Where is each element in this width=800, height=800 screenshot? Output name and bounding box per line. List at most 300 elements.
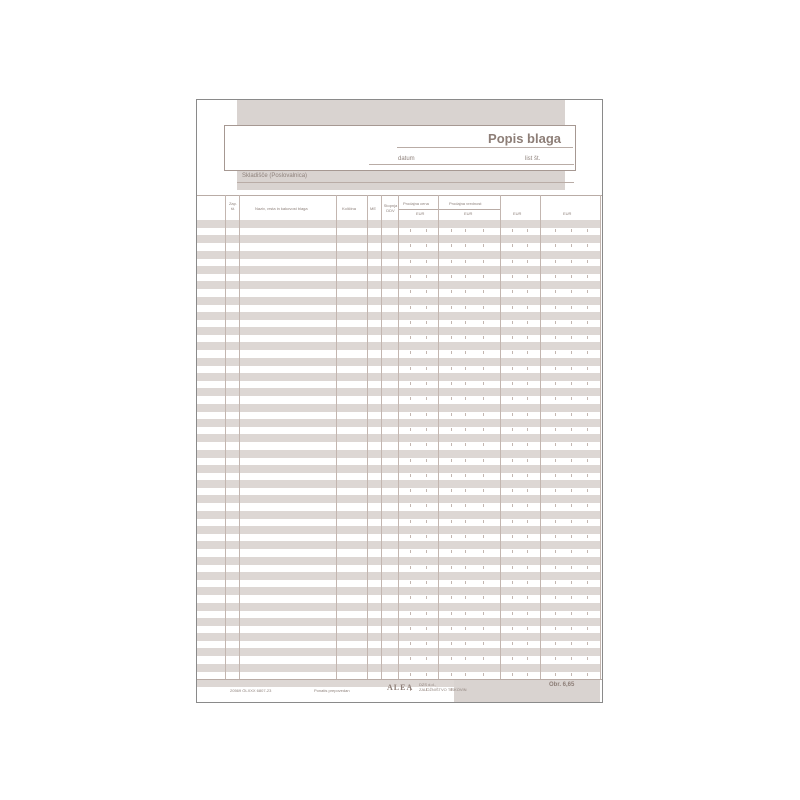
column-divider <box>336 195 337 679</box>
cell-tick <box>483 260 484 263</box>
column-divider <box>540 195 541 679</box>
cell-tick <box>571 336 572 339</box>
cell-tick <box>410 535 411 538</box>
cell-tick <box>512 550 513 553</box>
cell-tick <box>483 504 484 507</box>
cell-tick <box>410 336 411 339</box>
cell-tick <box>483 596 484 599</box>
cell-tick <box>451 673 452 676</box>
cell-tick <box>587 413 588 416</box>
cell-tick <box>410 566 411 569</box>
cell-tick <box>426 229 427 232</box>
cell-tick <box>555 229 556 232</box>
cell-tick <box>512 275 513 278</box>
cell-tick <box>555 657 556 660</box>
cell-tick <box>410 520 411 523</box>
cell-tick <box>527 596 528 599</box>
cell-tick <box>512 535 513 538</box>
cell-tick <box>512 489 513 492</box>
cell-tick <box>555 520 556 523</box>
cell-tick <box>571 627 572 630</box>
cell-tick <box>426 428 427 431</box>
cell-tick <box>512 244 513 247</box>
cell-tick <box>465 566 466 569</box>
cell-tick <box>451 566 452 569</box>
cell-tick <box>512 306 513 309</box>
footer-publisher-line-1: DZS d.d., <box>419 682 436 687</box>
cell-tick <box>426 581 427 584</box>
cell-tick <box>426 550 427 553</box>
cell-tick <box>555 397 556 400</box>
cell-tick <box>587 397 588 400</box>
cell-tick <box>527 413 528 416</box>
cell-tick <box>555 306 556 309</box>
cell-tick <box>426 351 427 354</box>
cell-tick <box>483 336 484 339</box>
cell-tick <box>555 382 556 385</box>
cell-tick <box>587 627 588 630</box>
cell-tick <box>587 229 588 232</box>
cell-tick <box>527 459 528 462</box>
cell-tick <box>483 306 484 309</box>
cell-tick <box>512 336 513 339</box>
column-divider <box>398 195 399 679</box>
cell-tick <box>555 351 556 354</box>
cell-tick <box>483 459 484 462</box>
cell-tick <box>465 550 466 553</box>
cell-tick <box>555 244 556 247</box>
cell-tick <box>426 306 427 309</box>
cell-tick <box>571 612 572 615</box>
cell-tick <box>512 520 513 523</box>
cell-tick <box>410 413 411 416</box>
cell-tick <box>465 260 466 263</box>
cell-tick <box>451 397 452 400</box>
cell-tick <box>483 673 484 676</box>
cell-tick <box>527 520 528 523</box>
cell-tick <box>512 581 513 584</box>
cell-tick <box>465 351 466 354</box>
cell-tick <box>451 321 452 324</box>
cell-tick <box>587 550 588 553</box>
cell-tick <box>571 382 572 385</box>
cell-tick <box>571 260 572 263</box>
cell-tick <box>451 367 452 370</box>
cell-tick <box>465 290 466 293</box>
cell-tick <box>483 382 484 385</box>
inventory-table <box>197 195 602 682</box>
cell-tick <box>465 367 466 370</box>
cell-tick <box>483 489 484 492</box>
cell-tick <box>451 504 452 507</box>
cell-tick <box>465 673 466 676</box>
cell-tick <box>587 336 588 339</box>
header-goods-name: Naziv, vrsta in kakovost blaga <box>255 206 308 211</box>
header-serial-number: Zap. št. <box>228 201 237 211</box>
cell-tick <box>483 474 484 477</box>
cell-tick <box>571 443 572 446</box>
cell-tick <box>465 612 466 615</box>
cell-tick <box>483 244 484 247</box>
cell-tick <box>571 673 572 676</box>
cell-tick <box>410 474 411 477</box>
warehouse-label: Skladišče (Poslovalnica) <box>242 173 308 179</box>
cell-tick <box>527 657 528 660</box>
cell-tick <box>451 612 452 615</box>
cell-tick <box>587 351 588 354</box>
cell-tick <box>571 428 572 431</box>
cell-tick <box>483 657 484 660</box>
cell-tick <box>512 673 513 676</box>
cell-tick <box>426 336 427 339</box>
cell-tick <box>410 367 411 370</box>
cell-tick <box>451 244 452 247</box>
cell-tick <box>410 351 411 354</box>
cell-tick <box>410 306 411 309</box>
cell-tick <box>426 260 427 263</box>
cell-tick <box>483 612 484 615</box>
cell-tick <box>587 612 588 615</box>
cell-tick <box>512 397 513 400</box>
cell-tick <box>512 459 513 462</box>
cell-tick <box>451 229 452 232</box>
footer-reprint-note: Ponatis prepovedan <box>314 688 350 693</box>
cell-tick <box>451 275 452 278</box>
cell-tick <box>483 367 484 370</box>
cell-tick <box>451 351 452 354</box>
cell-tick <box>410 489 411 492</box>
cell-tick <box>451 627 452 630</box>
cell-tick <box>512 229 513 232</box>
cell-tick <box>587 290 588 293</box>
cell-tick <box>527 535 528 538</box>
cell-tick <box>426 596 427 599</box>
header-quantity: Količina <box>342 206 357 211</box>
date-rule <box>369 164 574 165</box>
cell-tick <box>555 566 556 569</box>
cell-tick <box>465 336 466 339</box>
cell-tick <box>483 550 484 553</box>
cell-tick <box>571 642 572 645</box>
cell-tick <box>465 275 466 278</box>
cell-tick <box>555 367 556 370</box>
cell-tick <box>465 504 466 507</box>
cell-tick <box>465 413 466 416</box>
cell-tick <box>483 566 484 569</box>
cell-tick <box>571 550 572 553</box>
cell-tick <box>587 367 588 370</box>
cell-tick <box>512 290 513 293</box>
cell-tick <box>426 244 427 247</box>
cell-tick <box>410 382 411 385</box>
cell-tick <box>527 351 528 354</box>
cell-tick <box>426 520 427 523</box>
cell-tick <box>555 428 556 431</box>
cell-tick <box>571 489 572 492</box>
cell-tick <box>465 459 466 462</box>
cell-tick <box>571 275 572 278</box>
cell-tick <box>512 642 513 645</box>
cell-tick <box>571 535 572 538</box>
header-retail-price: Prodajna cena <box>403 201 429 206</box>
cell-tick <box>426 504 427 507</box>
cell-tick <box>587 428 588 431</box>
cell-tick <box>451 489 452 492</box>
cell-tick <box>587 642 588 645</box>
header-currency-col3: EUR <box>513 211 522 216</box>
cell-tick <box>587 504 588 507</box>
column-divider <box>381 195 382 679</box>
footer-product-code: 20569 ÖLXXX 6807-23 <box>230 688 272 693</box>
cell-tick <box>451 535 452 538</box>
cell-tick <box>555 260 556 263</box>
cell-tick <box>571 244 572 247</box>
cell-tick <box>571 397 572 400</box>
cell-tick <box>465 581 466 584</box>
column-divider <box>239 195 240 679</box>
cell-tick <box>555 459 556 462</box>
cell-tick <box>410 504 411 507</box>
cell-tick <box>587 489 588 492</box>
cell-tick <box>527 397 528 400</box>
table-body <box>197 219 602 677</box>
cell-tick <box>555 474 556 477</box>
cell-tick <box>426 489 427 492</box>
cell-tick <box>527 428 528 431</box>
cell-tick <box>410 459 411 462</box>
cell-tick <box>512 428 513 431</box>
date-label: datum <box>398 156 415 162</box>
cell-tick <box>571 351 572 354</box>
cell-tick <box>426 443 427 446</box>
cell-tick <box>410 397 411 400</box>
cell-tick <box>587 275 588 278</box>
cell-tick <box>555 275 556 278</box>
cell-tick <box>571 566 572 569</box>
cell-tick <box>527 474 528 477</box>
cell-tick <box>451 474 452 477</box>
footer-form-code: Obr. 6,65 <box>549 682 575 688</box>
cell-tick <box>410 627 411 630</box>
cell-tick <box>465 535 466 538</box>
cell-tick <box>451 443 452 446</box>
cell-tick <box>426 367 427 370</box>
cell-tick <box>465 306 466 309</box>
cell-tick <box>426 642 427 645</box>
cell-tick <box>465 627 466 630</box>
cell-tick <box>571 290 572 293</box>
cell-tick <box>451 581 452 584</box>
cell-tick <box>512 443 513 446</box>
cell-tick <box>410 260 411 263</box>
cell-tick <box>527 489 528 492</box>
cell-tick <box>587 520 588 523</box>
cell-tick <box>426 474 427 477</box>
cell-tick <box>527 673 528 676</box>
cell-tick <box>587 596 588 599</box>
cell-tick <box>527 367 528 370</box>
cell-tick <box>555 535 556 538</box>
cell-tick <box>527 382 528 385</box>
cell-tick <box>527 290 528 293</box>
cell-tick <box>527 581 528 584</box>
cell-tick <box>571 306 572 309</box>
cell-tick <box>451 413 452 416</box>
header-currency-value: EUR <box>464 211 473 216</box>
cell-tick <box>527 260 528 263</box>
cell-tick <box>571 229 572 232</box>
cell-tick <box>451 290 452 293</box>
warehouse-rule <box>237 182 574 183</box>
cell-tick <box>512 413 513 416</box>
cell-tick <box>410 581 411 584</box>
cell-tick <box>512 612 513 615</box>
cell-tick <box>410 657 411 660</box>
cell-tick <box>527 306 528 309</box>
cell-tick <box>410 596 411 599</box>
cell-tick <box>410 275 411 278</box>
cell-tick <box>571 367 572 370</box>
cell-tick <box>571 504 572 507</box>
cell-tick <box>571 321 572 324</box>
cell-tick <box>465 474 466 477</box>
cell-tick <box>410 642 411 645</box>
cell-tick <box>555 489 556 492</box>
cell-tick <box>555 596 556 599</box>
cell-tick <box>465 596 466 599</box>
table-top-rule <box>197 195 602 196</box>
cell-tick <box>512 566 513 569</box>
footer-band <box>454 680 600 702</box>
cell-tick <box>451 657 452 660</box>
cell-tick <box>483 520 484 523</box>
cell-tick <box>410 229 411 232</box>
cell-tick <box>512 474 513 477</box>
cell-tick <box>483 428 484 431</box>
cell-tick <box>555 581 556 584</box>
column-divider <box>438 195 439 679</box>
cell-tick <box>587 443 588 446</box>
form-title: Popis blaga <box>488 131 561 146</box>
column-divider <box>500 195 501 679</box>
cell-tick <box>451 428 452 431</box>
footer-publisher-line-2: ZALOŽNIŠTVO TISKOVIN <box>419 687 467 692</box>
column-divider <box>225 195 226 679</box>
cell-tick <box>512 657 513 660</box>
cell-tick <box>483 443 484 446</box>
cell-tick <box>465 382 466 385</box>
cell-tick <box>451 382 452 385</box>
cell-tick <box>512 382 513 385</box>
cell-tick <box>451 336 452 339</box>
cell-tick <box>483 275 484 278</box>
cell-tick <box>451 306 452 309</box>
cell-tick <box>426 413 427 416</box>
cell-tick <box>512 504 513 507</box>
cell-tick <box>426 290 427 293</box>
cell-tick <box>512 596 513 599</box>
header-sub-rule-1 <box>398 209 500 210</box>
cell-tick <box>483 627 484 630</box>
header-currency-price: EUR <box>416 211 425 216</box>
cell-tick <box>587 535 588 538</box>
cell-tick <box>512 367 513 370</box>
cell-tick <box>451 520 452 523</box>
cell-tick <box>465 397 466 400</box>
cell-tick <box>587 382 588 385</box>
cell-tick <box>426 535 427 538</box>
cell-tick <box>465 229 466 232</box>
cell-tick <box>483 229 484 232</box>
cell-tick <box>426 673 427 676</box>
cell-tick <box>483 321 484 324</box>
cell-tick <box>451 642 452 645</box>
cell-tick <box>426 382 427 385</box>
sheet-number-label: list št. <box>525 156 541 162</box>
cell-tick <box>426 459 427 462</box>
header-vat-rate: Stopnja DDV <box>383 203 398 213</box>
cell-tick <box>527 612 528 615</box>
header-retail-value: Prodajna vrednost <box>449 201 482 206</box>
inventory-form-sheet <box>196 99 603 703</box>
cell-tick <box>527 550 528 553</box>
column-divider <box>367 195 368 679</box>
cell-tick <box>483 581 484 584</box>
cell-tick <box>451 596 452 599</box>
cell-tick <box>555 413 556 416</box>
cell-tick <box>483 535 484 538</box>
cell-tick <box>555 612 556 615</box>
cell-tick <box>512 260 513 263</box>
alea-logo: ALEA <box>387 683 414 692</box>
cell-tick <box>426 397 427 400</box>
cell-tick <box>465 428 466 431</box>
cell-tick <box>571 520 572 523</box>
cell-tick <box>451 260 452 263</box>
cell-tick <box>426 657 427 660</box>
cell-tick <box>555 443 556 446</box>
cell-tick <box>451 550 452 553</box>
cell-tick <box>555 627 556 630</box>
cell-tick <box>555 290 556 293</box>
cell-tick <box>587 321 588 324</box>
cell-tick <box>483 290 484 293</box>
cell-tick <box>527 244 528 247</box>
cell-tick <box>512 627 513 630</box>
cell-tick <box>465 443 466 446</box>
cell-tick <box>465 321 466 324</box>
cell-tick <box>465 657 466 660</box>
cell-tick <box>426 275 427 278</box>
cell-tick <box>410 321 411 324</box>
cell-tick <box>527 275 528 278</box>
cell-tick <box>587 474 588 477</box>
cell-tick <box>571 474 572 477</box>
cell-tick <box>410 673 411 676</box>
cell-tick <box>410 290 411 293</box>
cell-tick <box>555 504 556 507</box>
cell-tick <box>483 642 484 645</box>
cell-tick <box>527 443 528 446</box>
header-currency-col4: EUR <box>563 211 572 216</box>
cell-tick <box>410 428 411 431</box>
cell-tick <box>483 351 484 354</box>
cell-tick <box>527 504 528 507</box>
cell-tick <box>527 627 528 630</box>
cell-tick <box>465 489 466 492</box>
cell-tick <box>426 627 427 630</box>
cell-tick <box>410 612 411 615</box>
